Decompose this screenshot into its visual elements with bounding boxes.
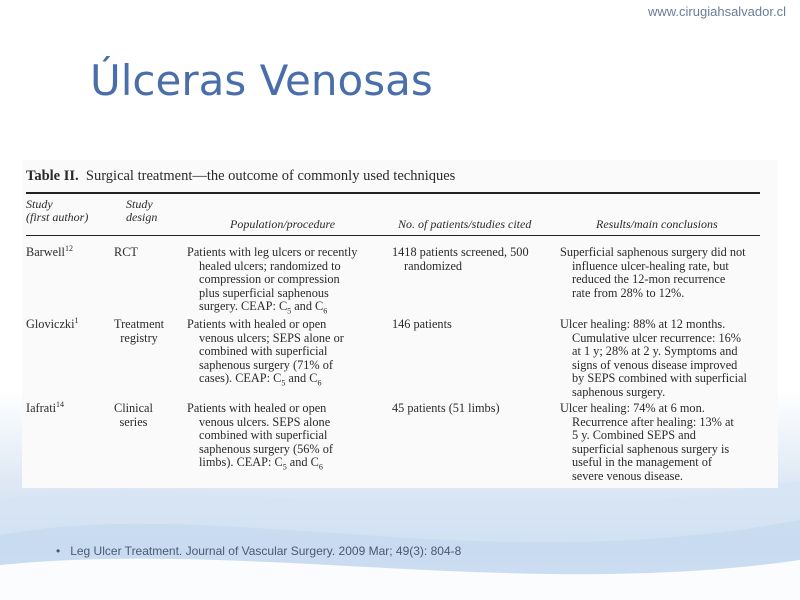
row-2-pop-line: saphenous surgery (71% of — [199, 357, 333, 372]
row-3-design — [114, 402, 153, 429]
row-2-study-name: Gloviczki — [26, 317, 75, 331]
citation-text: Leg Ulcer Treatment. Journal of Vascular Surgery. 2009 Mar; 49(3): 804-8 — [70, 544, 462, 558]
row-1-study-name: Barwell — [26, 245, 65, 259]
row-2-pop-line: cases). CEAP: $C_5$ and $C_6$ — [199, 371, 322, 388]
row-1-design — [114, 246, 138, 260]
row-2-patients-line: 146 patients — [392, 317, 452, 331]
row-2-results-line: signs of venous disease improved — [572, 357, 738, 372]
header-design-line1: Study — [126, 197, 153, 211]
row-3-design-line1: Clinical — [114, 401, 153, 415]
row-1-ref: 12 — [64, 243, 73, 253]
row-2-pop-line: venous ulcers; SEPS alone or — [199, 330, 344, 345]
row-2-results-line: Cumulative ulcer recurrence: 16% — [572, 330, 742, 345]
row-2-design-line2: registry — [120, 330, 158, 345]
row-2-patients — [392, 318, 452, 332]
row-3-results — [560, 402, 734, 484]
row-2-pop-line: Patients with healed or open — [187, 317, 327, 331]
site-url: www.cirugiahsalvador.cl — [647, 4, 786, 19]
row-1-results — [560, 246, 746, 300]
row-2-design — [114, 318, 164, 345]
row-1-results-line: reduced the 12-mon recurrence — [572, 272, 726, 287]
header-patients: No. of patients/studies cited — [398, 217, 532, 231]
row-3-results-line: Recurrence after healing: 13% at — [572, 414, 734, 429]
table-image — [22, 160, 778, 488]
row-3-results-line: severe venous disease. — [572, 468, 683, 483]
header-results: Results/main conclusions — [596, 217, 718, 231]
header-design-line2: design — [126, 210, 158, 224]
row-1-pop-line: plus superficial saphenous — [199, 285, 329, 300]
row-1-pop-line: healed ulcers; randomized to — [199, 258, 341, 273]
bullet-icon: • — [56, 544, 61, 558]
row-1-design-line1: RCT — [114, 245, 138, 259]
row-2-results-line: saphenous surgery. — [572, 384, 666, 399]
row-2-pop-line: combined with superficial — [199, 344, 328, 359]
row-2-results-line: by SEPS combined with superficial — [572, 371, 747, 386]
row-3-patients-line: 45 patients (51 limbs) — [392, 401, 500, 415]
row-3-patients — [392, 402, 500, 416]
table-caption — [26, 168, 455, 185]
row-1-patients-line: 1418 patients screened, 500 — [392, 245, 529, 259]
row-1-results-line: rate from 28% to 12%. — [572, 285, 685, 300]
row-1-population — [187, 246, 367, 318]
row-3-study-name: Iafrati — [26, 401, 57, 415]
row-2-ref: 1 — [74, 315, 79, 325]
row-1-pop-line: Patients with leg ulcers or recently — [187, 245, 358, 259]
table-caption-text: Surgical treatment—the outcome of commonly used techniques — [85, 168, 456, 184]
row-1-results-line: Superficial saphenous surgery did not — [560, 245, 746, 259]
row-1-pop-line: surgery. CEAP: $C_5$ and $C_6$ — [199, 299, 328, 316]
row-3-pop-line: saphenous surgery (56% of — [199, 441, 333, 456]
row-3-pop-line: venous ulcers. SEPS alone — [199, 414, 331, 429]
row-3-pop-line: limbs). CEAP: $C_5$ and $C_6$ — [199, 455, 323, 472]
row-1-patients — [392, 246, 529, 273]
row-3-design-line2: series — [119, 414, 148, 429]
row-3-ref: 14 — [56, 399, 65, 409]
row-1-study — [26, 243, 73, 260]
row-3-pop-line: combined with superficial — [199, 428, 328, 443]
header-study-line2: (first author) — [26, 210, 89, 224]
row-2-population — [187, 318, 367, 390]
header-study-line1: Study — [26, 197, 53, 211]
citation-footnote — [56, 544, 461, 558]
row-2-results-line: Ulcer healing: 88% at 12 months. — [560, 317, 726, 331]
slide-title: Úlceras Venosas — [90, 56, 433, 105]
row-1-patients-line: randomized — [404, 258, 463, 273]
row-3-population — [187, 402, 367, 474]
row-3-results-line: useful in the management of — [572, 455, 713, 470]
row-3-pop-line: Patients with healed or open — [187, 401, 327, 415]
header-design — [126, 198, 157, 224]
row-2-study — [26, 315, 79, 332]
row-2-results-line: at 1 y; 28% at 2 y. Symptoms and — [572, 344, 738, 359]
row-1-results-line: influence ulcer-healing rate, but — [572, 258, 729, 273]
table-top-rule — [26, 192, 760, 194]
table-header-rule — [26, 235, 760, 236]
row-3-results-line: Ulcer healing: 74% at 6 mon. — [560, 401, 705, 415]
header-study — [26, 198, 88, 224]
row-3-study — [26, 399, 65, 416]
row-2-design-line1: Treatment — [114, 317, 165, 331]
row-1-pop-line: compression or compression — [199, 272, 340, 287]
header-population: Population/procedure — [230, 217, 336, 231]
row-3-results-line: 5 y. Combined SEPS and — [572, 428, 696, 443]
table-caption-label: Table II. — [26, 168, 79, 184]
row-3-results-line: superficial saphenous surgery is — [572, 441, 730, 456]
row-2-results — [560, 318, 747, 400]
